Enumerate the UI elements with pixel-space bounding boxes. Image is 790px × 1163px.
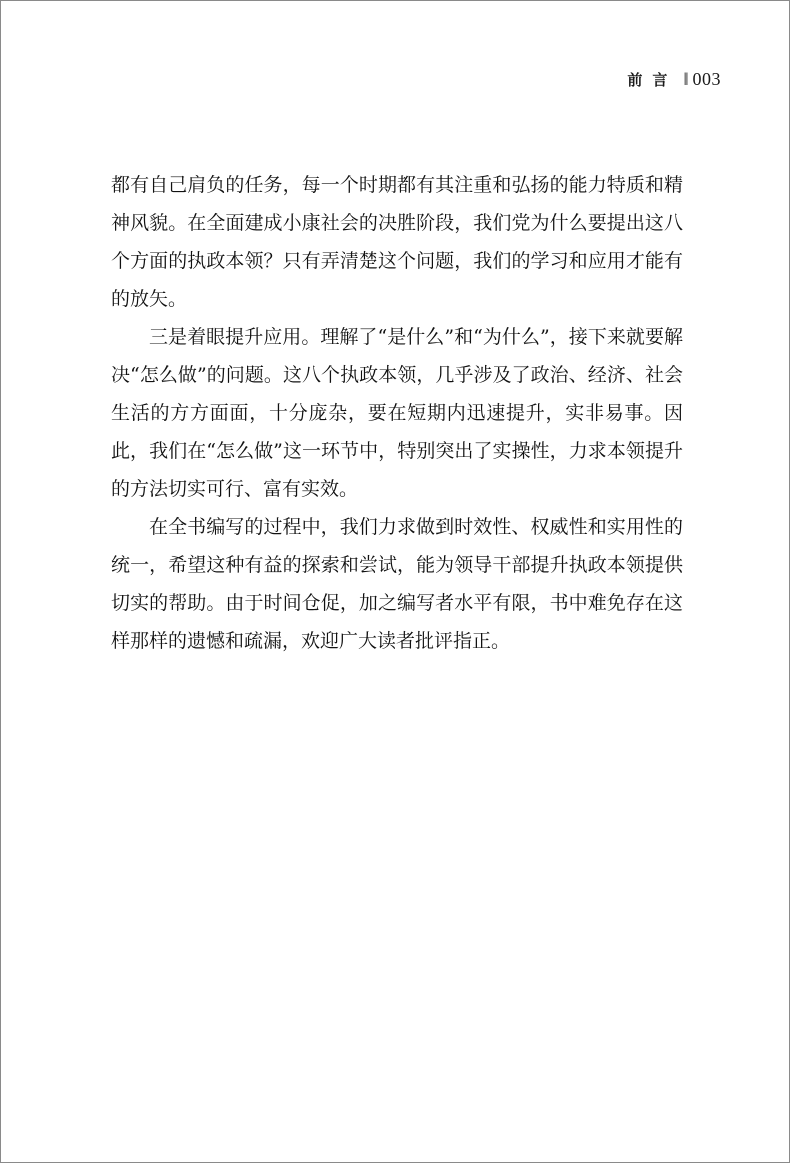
paragraph-closing: 在全书编写的过程中，我们力求做到时效性、权威性和实用性的统一，希望这种有益的探索和尝试，能为领导干部提升执政本领提供切实的帮助。由于时间仓促，加之编写者水平有限，书中难免存在这样那样的遗憾和疏漏，欢迎广大读者批评指正。 [111, 516, 683, 652]
running-header [627, 69, 721, 90]
page-number: 003 [692, 69, 721, 89]
section-title: 前言 [627, 71, 678, 89]
header-separator: ‖ [683, 69, 687, 89]
body-text [111, 166, 683, 660]
paragraph-continuation: 都有自己肩负的任务，每一个时期都有其注重和弘扬的能力特质和精神风貌。在全面建成小康社会的决胜阶段，我们党为什么要提出这八个方面的执政本领？只有弄清楚这个问题，我们的学习和应用才能有的放矢。 [111, 174, 683, 310]
paragraph-apply: 三是着眼提升应用。理解了“是什么”和“为什么”，接下来就要解决“怎么做”的问题。这八个执政本领，几乎涉及了政治、经济、社会生活的方方面面，十分庞杂，要在短期内迅速提升，实非易事。因此，我们在“怎么做”这一环节中，特别突出了实操性，力求本领提升的方法切实可行、富有实效。 [111, 326, 683, 500]
